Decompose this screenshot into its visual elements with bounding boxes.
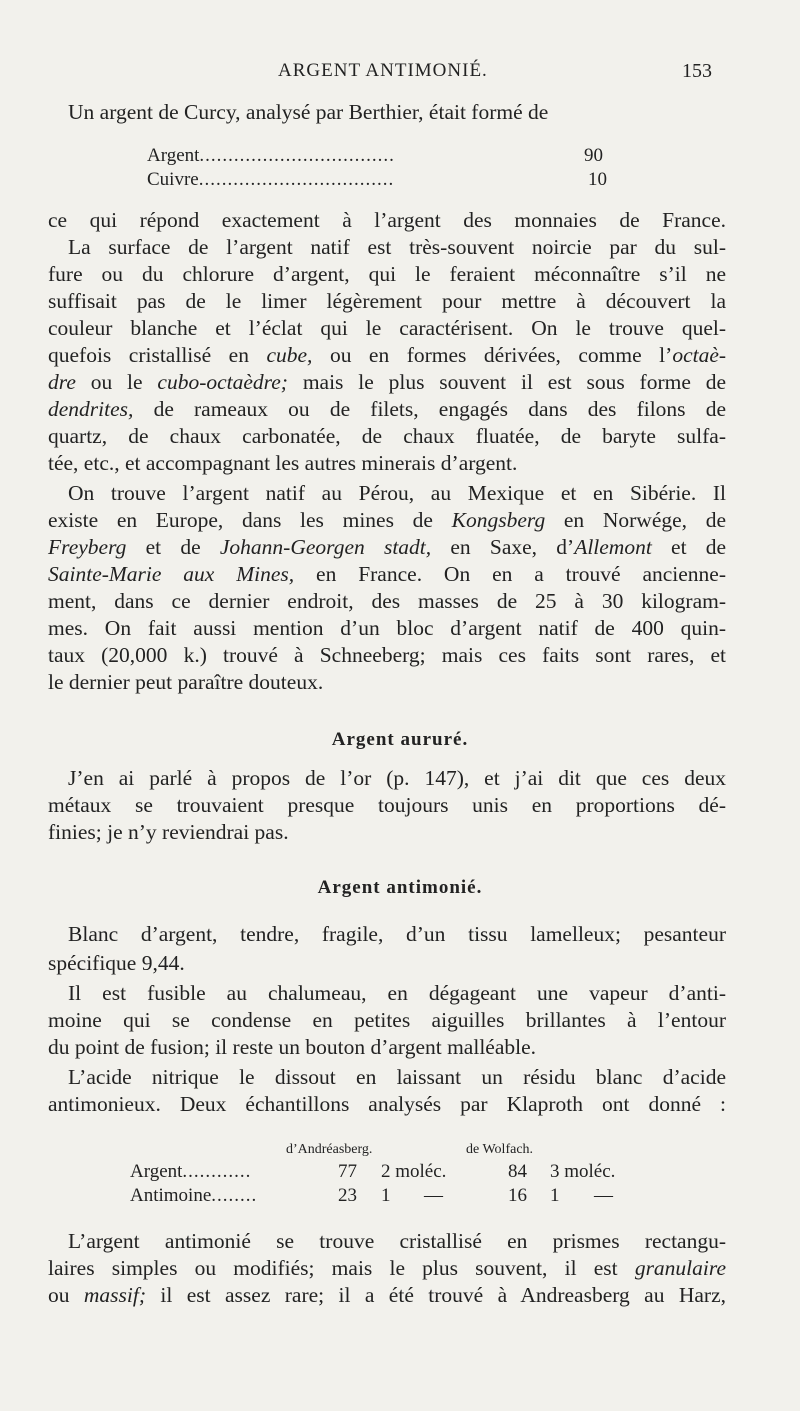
paragraph-line: moine qui se condense en petites aiguilles brillantes à l’entour — [48, 1008, 726, 1032]
paragraph-line: couleur blanche et l’éclat qui le caractérisent. On le trouve quel- — [48, 316, 726, 340]
paragraph-line: Il est fusible au chalumeau, en dégageant une vapeur d’anti- — [68, 981, 726, 1005]
table-row-label: Antimoine........ — [130, 1185, 258, 1206]
paragraph-line: finies; je n’y reviendrai pas. — [48, 820, 289, 844]
analysis-label: Cuivre — [147, 169, 199, 190]
table-cell: 2 moléc. — [381, 1161, 447, 1182]
paragraph-line: Freyberg et de Johann-Georgen stadt, en Saxe, d’Allemont et de — [48, 535, 727, 559]
italic-place: Freyberg — [48, 535, 127, 559]
paragraph-line: L’acide nitrique le dissout en laissant un résidu blanc d’acide — [68, 1065, 726, 1089]
italic-term: octaè- — [672, 343, 727, 367]
paragraph-line: On trouve l’argent natif au Pérou, au Mexique et en Sibérie. Il — [68, 481, 726, 505]
page-number: 153 — [682, 60, 712, 82]
analysis-label: Argent — [147, 145, 200, 166]
italic-term: massif; — [83, 1283, 147, 1307]
paragraph-line: L’argent antimonié se trouve cristallisé en prismes rectangu- — [68, 1229, 726, 1253]
section-heading: Argent antimonié. — [317, 877, 483, 898]
paragraph-line: quefois cristallisé en cube, ou en formes dérivées, comme l’octaè- — [48, 343, 727, 367]
paragraph-line: du point de fusion; il reste un bouton d’argent malléable. — [48, 1035, 537, 1059]
table-cell: 1 — [550, 1185, 560, 1206]
table-cell: — — [424, 1185, 443, 1206]
paragraph-line: tée, etc., et accompagnant les autres minerais d’argent. — [48, 451, 518, 475]
paragraph-line: La surface de l’argent natif est très-souvent noircie par du sul- — [68, 235, 726, 259]
paragraph-line: laires simples ou modifiés; mais le plus souvent, il est granulaire — [48, 1256, 726, 1280]
italic-term: dendrites, — [48, 397, 134, 421]
analysis-value: 90 — [584, 145, 603, 166]
paragraph-line: mes. On fait aussi mention d’un bloc d’argent natif de 400 quin- — [48, 616, 726, 640]
paragraph-line: le dernier peut paraître douteux. — [48, 670, 324, 694]
italic-place: Allemont — [574, 535, 652, 559]
table-header: de Wolfach. — [466, 1142, 534, 1157]
paragraph-line: fure ou du chlorure d’argent, qui le feraient méconnaître s’il ne — [48, 262, 726, 286]
italic-place: Sainte-Marie aux Mines, — [48, 562, 295, 586]
paragraph-line: taux (20,000 k.) trouvé à Schneeberg; mais ces faits sont rares, et — [48, 643, 726, 667]
table-cell: 77 — [338, 1161, 357, 1182]
table-cell: 1 — [381, 1185, 391, 1206]
paragraph-line: existe en Europe, dans les mines de Kongsberg en Norwége, de — [48, 508, 727, 532]
paragraph-line: métaux se trouvaient presque toujours unis en proportions dé- — [48, 793, 726, 817]
paragraph-line: dendrites, de rameaux ou de filets, engagés dans des filons de — [48, 397, 726, 421]
paragraph-line: quartz, de chaux carbonatée, de chaux fluatée, de baryte sulfa- — [48, 424, 726, 448]
paragraph-line: Sainte-Marie aux Mines, en France. On en a trouvé ancienne- — [48, 562, 727, 586]
paragraph-line: dre ou le cubo-octaèdre; mais le plus souvent il est sous forme de — [48, 370, 727, 394]
analysis-value: 10 — [588, 169, 607, 190]
italic-term: dre — [48, 370, 76, 394]
leader-dots: .................................. — [198, 169, 395, 190]
paragraph-line: ment, dans ce dernier endroit, des masses de 25 à 30 kilogram- — [48, 589, 726, 613]
table-cell: 3 moléc. — [550, 1161, 616, 1182]
table-cell: — — [594, 1185, 613, 1206]
paragraph-line: ou massif; il est assez rare; il a été trouvé à Andreasberg au Harz, — [48, 1283, 726, 1307]
table-cell: 84 — [508, 1161, 527, 1182]
paragraph-line: Un argent de Curcy, analysé par Berthier, était formé de — [68, 100, 549, 124]
paragraph-line: Blanc d’argent, tendre, fragile, d’un tissu lamelleux; pesanteur — [68, 922, 726, 946]
italic-term: cube, — [266, 343, 313, 367]
analysis-row — [147, 169, 394, 191]
paragraph-line: spécifique 9,44. — [48, 951, 185, 975]
paragraph-line: antimonieux. Deux échantillons analysés par Klaproth ont donné : — [48, 1092, 726, 1116]
table-cell: 23 — [338, 1185, 357, 1206]
paragraph-line: suffisait pas de le limer légèrement pour mettre à découvert la — [48, 289, 726, 313]
italic-place: Kongsberg — [451, 508, 546, 532]
paragraph-line: J’en ai parlé à propos de l’or (p. 147), et j’ai dit que ces deux — [68, 766, 726, 790]
section-heading: Argent aururé. — [331, 729, 469, 750]
running-header — [0, 60, 800, 88]
italic-term: granulaire — [634, 1256, 726, 1280]
italic-place: Johann-Georgen stadt, — [219, 535, 432, 559]
running-title: ARGENT ANTIMONIÉ. — [278, 60, 488, 81]
analysis-row — [147, 145, 395, 167]
paragraph-line: ce qui répond exactement à l’argent des monnaies de France. — [48, 208, 726, 232]
table-header: d’Andréasberg. — [286, 1142, 373, 1157]
leader-dots: .................................. — [199, 145, 395, 166]
table-row-label: Argent............ — [130, 1161, 252, 1182]
table-cell: 16 — [508, 1185, 527, 1206]
italic-term: cubo-octaèdre; — [157, 370, 288, 394]
